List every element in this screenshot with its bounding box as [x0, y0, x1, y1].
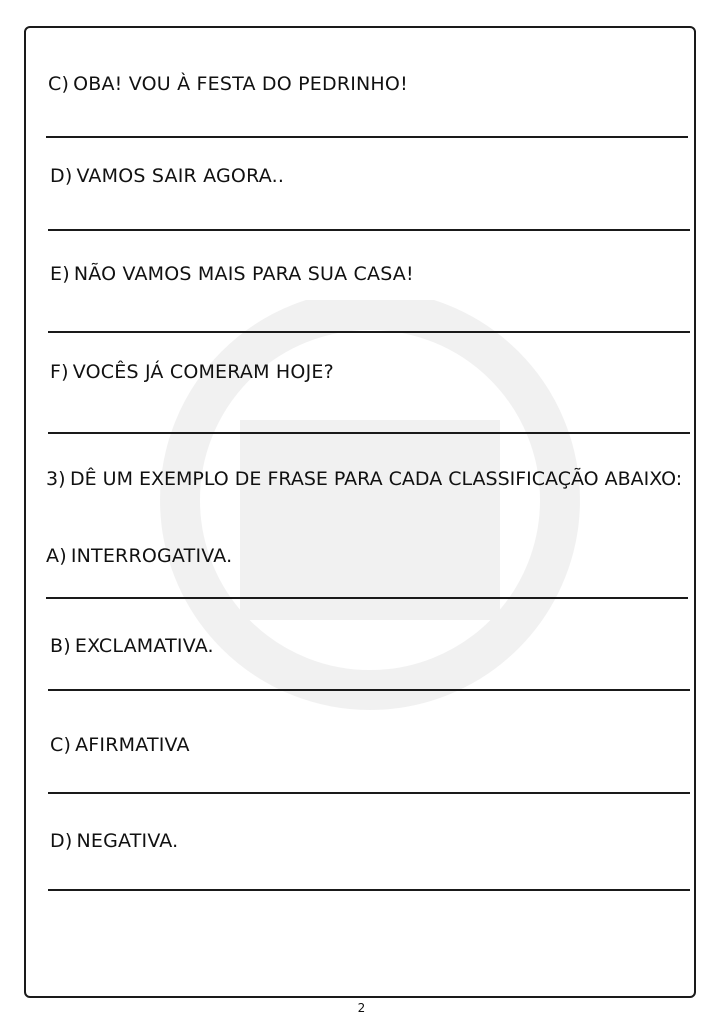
item-letter: E) [50, 263, 70, 285]
item-letter: D) [50, 165, 73, 187]
answer-line[interactable] [48, 889, 690, 891]
item-text: NÃO VAMOS MAIS PARA SUA CASA! [73, 263, 414, 285]
item-letter: F) [50, 361, 69, 383]
item-d-2 [50, 830, 178, 852]
answer-line[interactable] [48, 689, 690, 691]
item-text: AFIRMATIVA [75, 734, 190, 756]
answer-line[interactable] [46, 136, 688, 138]
answer-line[interactable] [48, 331, 690, 333]
item-d-1 [50, 165, 284, 187]
item-text: EXCLAMATIVA. [74, 635, 214, 657]
item-letter: C) [50, 734, 72, 756]
item-text: INTERROGATIVA. [70, 545, 233, 567]
item-letter: A) [46, 545, 67, 567]
item-b-2 [50, 635, 214, 657]
item-text: NEGATIVA. [76, 830, 179, 852]
item-e-1 [50, 263, 414, 285]
item-text: VAMOS SAIR AGORA.. [76, 165, 285, 187]
item-a-2 [46, 545, 232, 567]
item-text: VOCÊS JÁ COMERAM HOJE? [72, 361, 334, 383]
item-letter: C) [48, 73, 70, 95]
page-number: 2 [357, 1001, 366, 1015]
item-letter: B) [50, 635, 71, 657]
item-c-2 [50, 734, 190, 756]
item-f-1 [50, 361, 334, 383]
question-text: DÊ UM EXEMPLO DE FRASE PARA CADA CLASSIFICAÇÃO ABAIXO: [70, 468, 683, 490]
answer-line[interactable] [48, 432, 690, 434]
question-number: 3) [46, 468, 66, 490]
item-text: OBA! VOU À FESTA DO PEDRINHO! [73, 73, 408, 95]
answer-line[interactable] [48, 792, 690, 794]
item-letter: D) [50, 830, 73, 852]
answer-line[interactable] [46, 597, 688, 599]
item-c-1 [48, 73, 408, 95]
answer-line[interactable] [48, 229, 690, 231]
